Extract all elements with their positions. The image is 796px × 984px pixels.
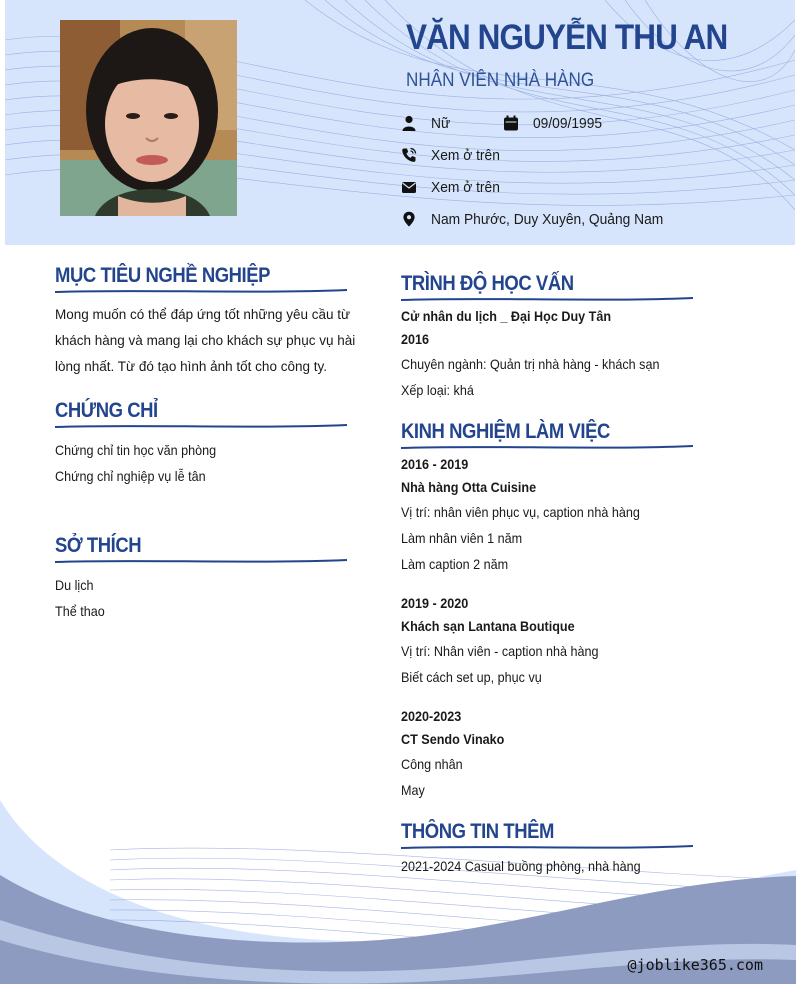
education-grade: Xếp loại: khá [401,382,474,398]
job-detail: Vị trí: nhân viên phục vụ, caption nhà hàng [401,504,640,520]
objective-heading: MỤC TIÊU NGHỀ NGHIỆP [55,264,271,287]
bottom-wave-decoration [0,780,796,984]
phone-row [401,144,506,166]
email-row [401,176,506,198]
address-row [401,208,683,230]
job-detail: Công nhân [401,756,463,772]
additional-text: 2021-2024 Casual buồng phòng, nhà hàng [401,858,641,874]
experience-heading: KINH NGHIỆM LÀM VIỆC [401,420,610,443]
birthdate-value: 09/09/1995 [533,114,603,132]
phone-icon [401,147,417,163]
hobby-item: Du lịch [55,577,94,593]
job-company: Nhà hàng Otta Cuisine [401,479,537,495]
job-detail: Làm nhân viên 1 năm [401,530,523,546]
objective-underline [55,288,347,294]
education-underline [401,296,693,302]
user-icon [401,115,417,131]
job-detail: May [401,782,425,798]
header-band [5,0,795,245]
additional-underline [401,844,693,850]
job-period: 2016 - 2019 [401,456,469,472]
certificate-item: Chứng chỉ tin học văn phòng [55,442,217,458]
hobby-item: Thể thao [55,603,105,619]
address-value: Nam Phước, Duy Xuyên, Quảng Nam [431,210,664,228]
education-degree: Cử nhân du lịch _ Đại Học Duy Tân [401,308,612,324]
phone-value: Xem ở trên [431,146,500,164]
watermark-tag: @joblike365.com [627,956,763,974]
hobbies-heading: SỞ THÍCH [55,534,142,557]
job-title: NHÂN VIÊN NHÀ HÀNG [406,70,595,91]
job-period: 2020-2023 [401,708,462,724]
education-year: 2016 [401,331,430,347]
hobbies-underline [55,558,347,564]
gender-value: Nữ [431,114,451,132]
envelope-icon [401,179,417,195]
education-major: Chuyên ngành: Quản trị nhà hàng - khách sạn [401,356,660,372]
location-pin-icon [401,211,417,227]
objective-text: Mong muốn có thể đáp ứng tốt những yêu cầu từ khách hàng và mang lại cho khách sự phục vụ hài lòng nhất. Từ đó tạo hình ảnh tốt cho công ty. [55,307,356,374]
job-detail: Vị trí: Nhân viên - caption nhà hàng [401,643,599,659]
certificate-item: Chứng chỉ nghiệp vụ lễ tân [55,468,206,484]
certificates-heading: CHỨNG CHỈ [55,399,158,422]
birthdate-row [503,112,608,134]
certificates-underline [55,423,347,429]
job-company: CT Sendo Vinako [401,731,505,747]
education-heading: TRÌNH ĐỘ HỌC VẤN [401,272,574,295]
job-detail: Làm caption 2 năm [401,556,509,572]
additional-heading: THÔNG TIN THÊM [401,820,554,843]
email-value: Xem ở trên [431,178,500,196]
candidate-name: VĂN NGUYỄN THU AN [406,18,728,57]
job-period: 2019 - 2020 [401,595,469,611]
gender-row [401,112,452,134]
job-detail: Biết cách set up, phục vụ [401,669,542,685]
job-company: Khách sạn Lantana Boutique [401,618,575,634]
calendar-icon [503,115,519,131]
experience-underline [401,444,693,450]
avatar [60,20,237,216]
